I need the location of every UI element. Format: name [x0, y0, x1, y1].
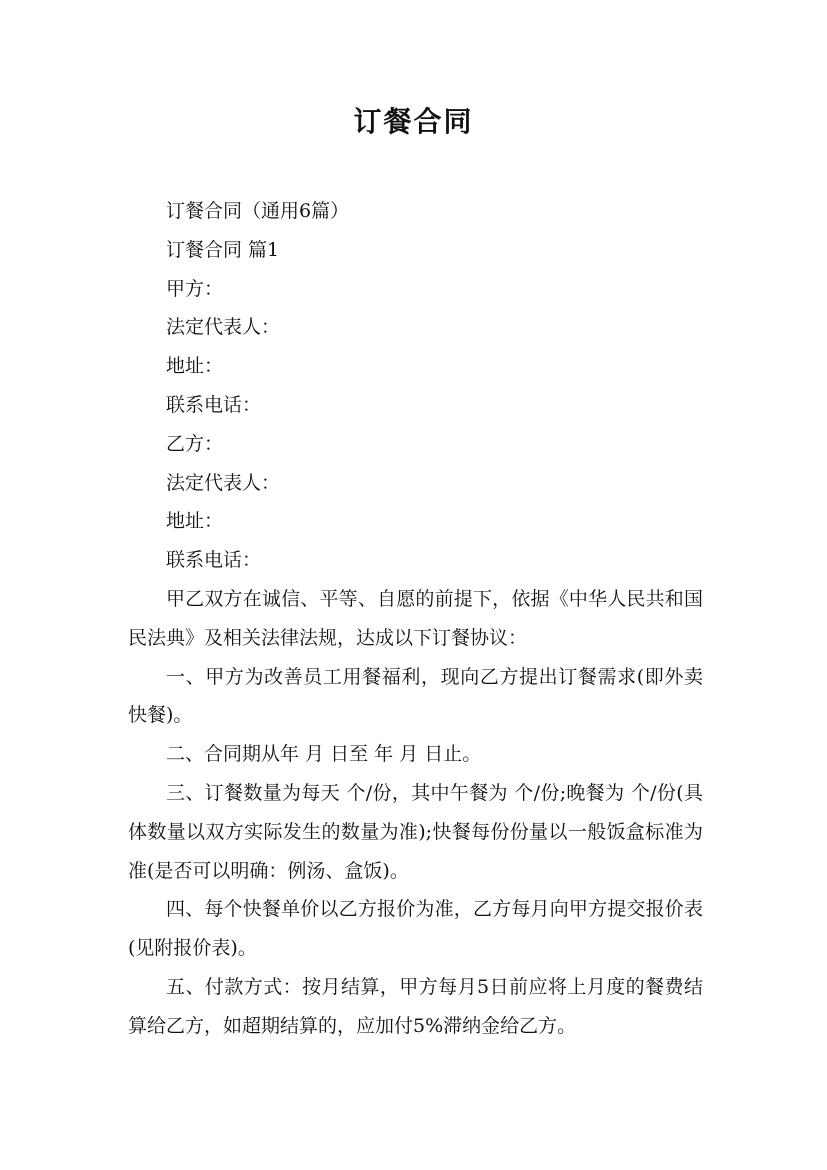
- paragraph-party-b-address: 地址：: [166, 510, 224, 533]
- paragraph-party-a: 甲方：: [166, 277, 224, 300]
- paragraph-subtitle: 订餐合同（通用6篇）: [166, 200, 350, 222]
- paragraph-party-a-representative: 法定代表人：: [166, 316, 281, 339]
- paragraph-section-heading: 订餐合同 篇1: [166, 238, 280, 261]
- document-title: 订餐合同: [353, 105, 474, 138]
- clause-1: 一、甲方为改善员工用餐福利，现向乙方提出订餐需求(即外卖快餐)。: [128, 665, 703, 727]
- clause-5: 五、付款方式：按月结算，甲方每月5日前应将上月度的餐费结算给乙方，如超期结算的，应加付5%滞纳金给乙方。: [128, 975, 703, 1037]
- paragraph-party-a-phone: 联系电话：: [166, 393, 262, 416]
- paragraph-party-b-phone: 联系电话：: [166, 549, 262, 572]
- clause-4: 四、每个快餐单价以乙方报价为准，乙方每月向甲方提交报价表(见附报价表)。: [128, 898, 703, 960]
- paragraph-party-b: 乙方：: [166, 432, 224, 455]
- document-body: [128, 192, 703, 1046]
- paragraph-party-a-address: 地址：: [166, 355, 224, 378]
- clause-2: 二、合同期从年 月 日至 年 月 日止。: [166, 743, 482, 766]
- clause-3: 三、订餐数量为每天 个/份，其中午餐为 个/份;晚餐为 个/份(具体数量以双方实际发生的数量为准);快餐每份份量以一般饭盒标准为准(是否可以明确：例汤、盒饭)。: [128, 781, 703, 882]
- paragraph-party-b-representative: 法定代表人：: [166, 471, 281, 494]
- paragraph-preamble: 甲乙双方在诚信、平等、自愿的前提下，依据《中华人民共和国民法典》及相关法律法规，达成以下订餐协议：: [128, 587, 703, 649]
